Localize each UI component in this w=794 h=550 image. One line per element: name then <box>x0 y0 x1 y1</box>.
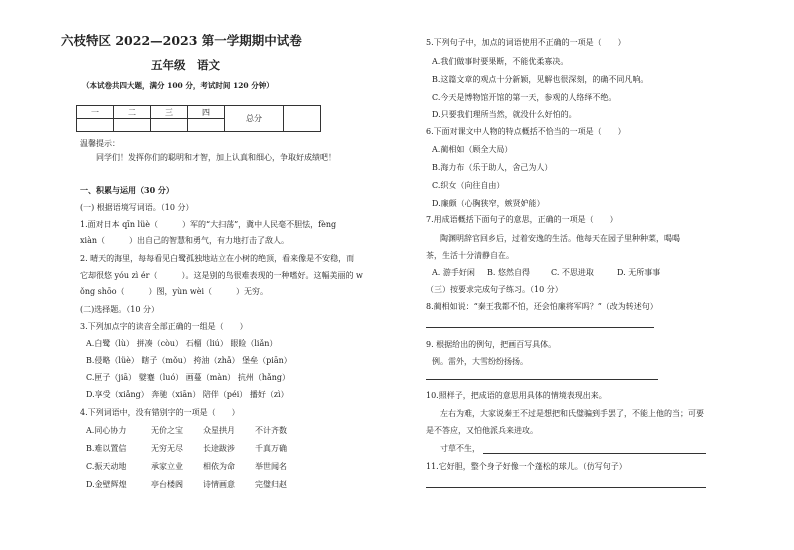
q4-word: 相依为命 <box>203 462 235 471</box>
score-total-cell[interactable] <box>284 106 321 132</box>
q2-line-1: 2. 晴天的海里，每每看见白鹭孤独地站立在小树的绝顶，看来像是不安稳，而 <box>80 254 355 263</box>
q4-word: 不计齐数 <box>255 426 287 435</box>
q3-option-a[interactable]: A.白鹭（lù） 拼凑（còu） 石榴（liú） 眼睑（liǎn） <box>86 339 278 348</box>
q2-line-2: 它却很悠 yóu zì ér（ ）。这是别的鸟很难表现的一种嗜好。这幅美丽的 w <box>80 271 363 280</box>
q4-option-c[interactable]: C.振天动地 <box>86 462 127 471</box>
q4-word: 无价之宝 <box>151 426 183 435</box>
exam-subtitle: 五年级 语文 <box>151 58 220 72</box>
q9-stem: 9. 根据给出的例句，把画百写具体。 <box>426 340 557 349</box>
q1-line-2: xiàn（ ）出自己的智慧和勇气，有力地打击了敌人。 <box>80 236 289 245</box>
q6-option-c[interactable]: C.织女（向往自由） <box>432 181 505 190</box>
score-cell-1[interactable] <box>77 119 114 132</box>
q3-option-d[interactable]: D.享受（xiǎng） 奔驰（xiān） 陪伴（péi） 播好（zì） <box>86 390 289 399</box>
q4-word: 诗情画意 <box>203 480 235 489</box>
q2-line-3: ǒng shōo（ ）图，yùn wèi（ ）无穷。 <box>80 287 269 296</box>
exam-note: （本试卷共四大题，满分 100 分，考试时间 120 分钟） <box>82 81 274 90</box>
q6-option-b[interactable]: B.海力布（乐于助人，舍己为人） <box>432 163 553 172</box>
q10-text-line-2: 是不答应，又怕他派兵来进攻。 <box>426 426 538 435</box>
q11-answer-line[interactable] <box>426 487 706 488</box>
q4-word: 承家立业 <box>151 462 183 471</box>
q8-answer-line[interactable] <box>426 327 654 328</box>
q7-text-line-1: 陶渊明辞官回乡后，过着安逸的生活。他每天在园子里种种菜，喝喝 <box>440 234 680 243</box>
tip-text: 同学们！发挥你们的聪明和才智，加上认真和细心，争取好成绩吧！ <box>96 153 336 162</box>
part-3-heading: （三）按要求完成句子练习。（10 分） <box>426 285 563 294</box>
q3-stem: 3.下列加点字的读音全部正确的一组是（ ） <box>80 322 248 331</box>
score-cell-3[interactable] <box>151 119 188 132</box>
q10-answer-line[interactable] <box>483 453 706 454</box>
score-table <box>76 105 321 132</box>
q4-word: 完璧归赵 <box>255 480 287 489</box>
q4-word: 无穷无尽 <box>151 444 183 453</box>
score-col-2: 二 <box>114 106 151 119</box>
q5-option-a[interactable]: A.我们做事时要果断，不能优柔寡决。 <box>432 57 569 66</box>
score-total-label: 总分 <box>225 106 284 132</box>
q7-text-line-2: 茶，生活十分清静自在。 <box>426 251 514 260</box>
q10-stem: 10.照样子，把成语的意思用具体的情境表现出来。 <box>426 391 607 400</box>
exam-title: 六枝特区 2022—2023 第一学期期中试卷 <box>61 33 302 48</box>
q4-stem: 4.下列词语中，没有错别字的一项是（ ） <box>80 408 240 417</box>
part-2-heading: (二)选择题。（10 分） <box>80 305 159 314</box>
q7-option-d[interactable]: D. 无所事事 <box>617 268 661 277</box>
q4-option-d[interactable]: D.金壁辉煌 <box>86 480 127 489</box>
q4-option-b[interactable]: B.难以置信 <box>86 444 127 453</box>
q6-option-a[interactable]: A.蔺相如（顾全大局） <box>432 145 513 154</box>
score-col-3: 三 <box>151 106 188 119</box>
q9-answer-line[interactable] <box>426 379 658 380</box>
score-cell-2[interactable] <box>114 119 151 132</box>
q3-option-c[interactable]: C.匣子（jiā） 嬖蹇（luó） 画蔓（màn） 抗州（hǎng） <box>86 373 291 382</box>
q4-option-a[interactable]: A.同心协力 <box>86 426 127 435</box>
q1-line-1: 1.面对日本 qīn lüè（ ）军的“大扫荡”，冀中人民毫不胆怯，fèng <box>80 220 337 229</box>
q7-stem: 7.用成语概括下面句子的意思，正确的一项是（ ） <box>426 215 618 224</box>
q8-stem: 8.蔺相如说：“秦王我都不怕，还会怕廉将军吗？”（改为转述句） <box>426 302 658 311</box>
q7-option-a[interactable]: A. 游手好闲 <box>432 268 475 277</box>
q7-option-c[interactable]: C. 不思进取 <box>551 268 594 277</box>
q5-option-c[interactable]: C.今天是博物馆开馆的第一天，参观的人络绎不绝。 <box>432 93 617 102</box>
q5-option-b[interactable]: B.这篇文章的观点十分新颖，见解也很深刻，的确不同凡响。 <box>432 75 649 84</box>
q4-word: 举世闻名 <box>255 462 287 471</box>
score-col-1: 一 <box>77 106 114 119</box>
tip-label: 温馨提示： <box>80 139 120 148</box>
q5-stem: 5.下列句子中，加点的词语使用不正确的一项是（ ） <box>426 38 626 47</box>
section-1-heading: 一、积累与运用（30 分） <box>80 185 174 195</box>
q7-option-b[interactable]: B. 悠然自得 <box>487 268 530 277</box>
q5-option-d[interactable]: D.只要我们理所当然，就没什么好怕的。 <box>432 110 577 119</box>
q4-word: 千真万确 <box>255 444 287 453</box>
q9-example: 例。雷外，大雪纷纷扬扬。 <box>432 357 528 366</box>
q4-word: 亭台楼阁 <box>151 480 183 489</box>
q6-stem: 6.下面对课文中人物的特点概括不恰当的一项是（ ） <box>426 127 626 136</box>
q4-word: 众星拱月 <box>203 426 235 435</box>
q10-example-start: 寸草不生， <box>440 444 480 453</box>
score-cell-4[interactable] <box>188 119 225 132</box>
q4-word: 长途跋涉 <box>203 444 235 453</box>
score-col-4: 四 <box>188 106 225 119</box>
q10-text-line-1: 左右为难，大家说秦王不过是想把和氏璧骗到手罢了，不能上他的当；可要 <box>440 409 704 418</box>
q11-stem: 11.它好胆，整个身子好像一个蓬松的球儿。（仿写句子） <box>426 462 627 471</box>
q3-option-b[interactable]: B.侵略（lüè） 瞎子（mǒu） 挎油（zhǎ） 堡垒（piān） <box>86 356 292 365</box>
part-1-heading: (一) 根据语境写词语。（10 分） <box>80 203 194 212</box>
q6-option-d[interactable]: D.廉颇（心胸狭窄，嫉贤妒能） <box>432 199 545 208</box>
